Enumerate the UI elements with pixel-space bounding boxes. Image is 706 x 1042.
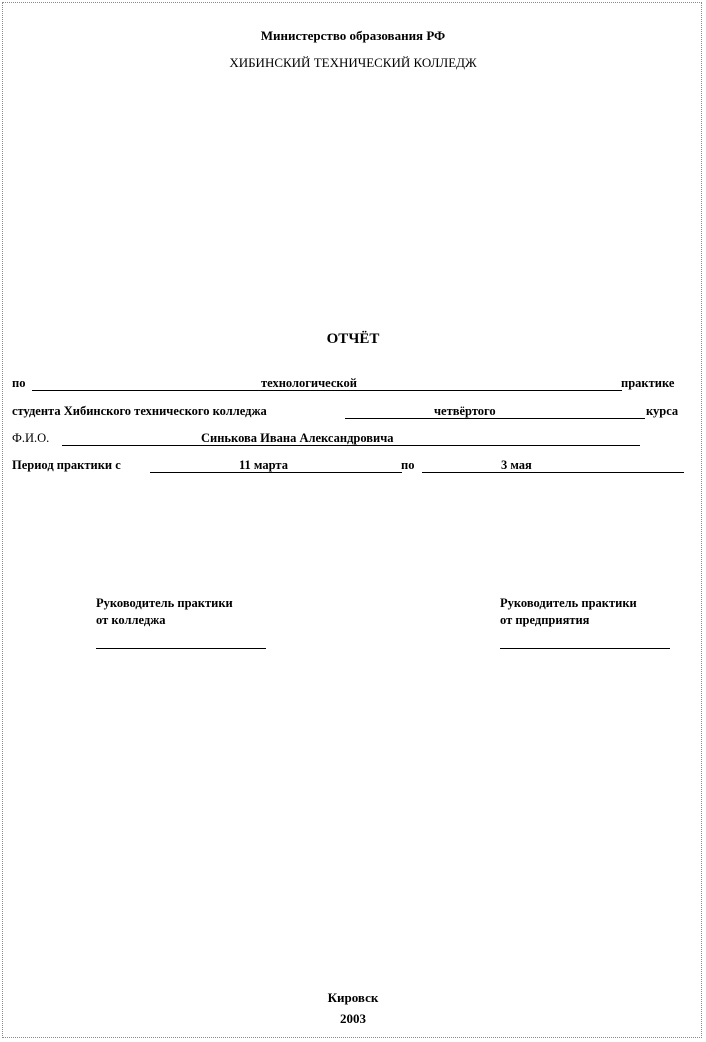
college-supervisor-label-1: Руководитель практики xyxy=(96,596,233,610)
enterprise-supervisor-label-2: от предприятия xyxy=(500,613,590,627)
report-title: ОТЧЁТ xyxy=(326,331,380,347)
course-suffix: курса xyxy=(646,404,679,418)
footer-year: 2003 xyxy=(340,1011,366,1026)
college-signature-line xyxy=(96,648,266,649)
period-to-value: 3 мая xyxy=(501,458,532,472)
enterprise-signature-line xyxy=(500,648,670,649)
fio-line xyxy=(12,430,690,448)
college-heading: ХИБИНСКИЙ ТЕХНИЧЕСКИЙ КОЛЛЕДЖ xyxy=(229,55,477,70)
fio-value: Синькова Ивана Александровича xyxy=(201,431,394,445)
period-label: Период практики с xyxy=(12,458,121,472)
period-from-value: 11 марта xyxy=(239,458,288,472)
practice-type-line xyxy=(12,375,690,393)
period-line xyxy=(12,457,690,475)
page-frame xyxy=(2,2,702,1038)
fio-label: Ф.И.О. xyxy=(12,431,50,445)
practice-prefix: по xyxy=(12,376,26,390)
college-supervisor-label-2: от колледжа xyxy=(96,613,166,627)
student-course-line xyxy=(12,403,690,421)
course-value: четвёртого xyxy=(434,404,496,418)
period-to-label: по xyxy=(401,458,415,472)
footer-city: Кировск xyxy=(327,990,379,1005)
practice-type-value: технологической xyxy=(261,376,357,390)
practice-suffix: практике xyxy=(621,376,675,390)
enterprise-supervisor-label-1: Руководитель практики xyxy=(500,596,637,610)
student-prefix: студента Хибинского технического колледжа xyxy=(12,404,267,418)
ministry-heading: Министерство образования РФ xyxy=(260,28,446,43)
period-to-underline xyxy=(422,472,684,473)
